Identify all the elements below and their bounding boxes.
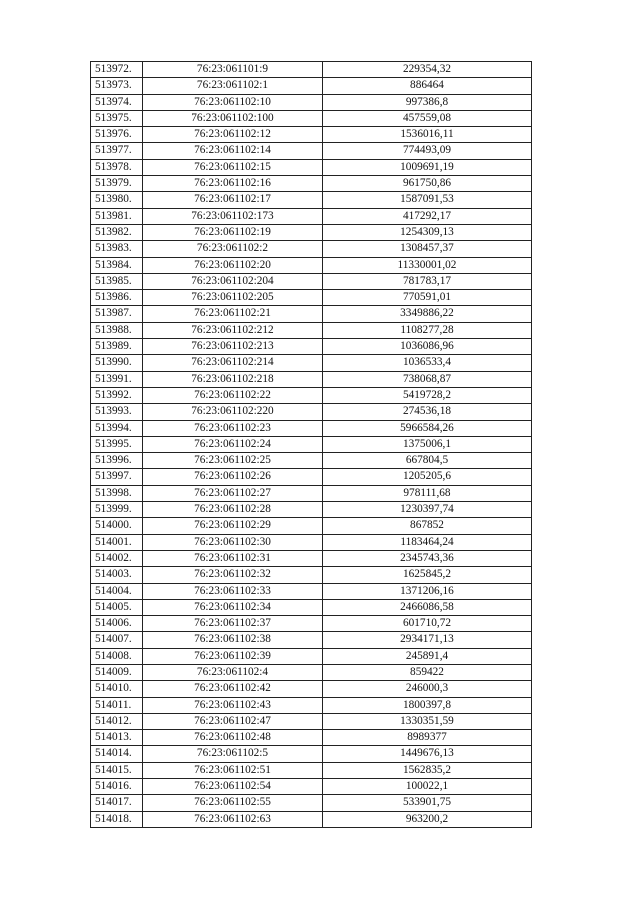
row-number-cell: 514014.: [91, 746, 143, 762]
cadastral-number-cell: 76:23:061102:28: [143, 502, 323, 518]
row-number-cell: 514004.: [91, 583, 143, 599]
row-number-cell: 513982.: [91, 224, 143, 240]
cadastral-number-cell: 76:23:061102:29: [143, 518, 323, 534]
cadastral-value-table: [90, 61, 532, 828]
row-number-cell: 514005.: [91, 599, 143, 615]
table-row: [91, 257, 532, 273]
cadastral-number-cell: 76:23:061102:2: [143, 241, 323, 257]
cadastral-number-cell: 76:23:061102:21: [143, 306, 323, 322]
row-number-cell: 513977.: [91, 143, 143, 159]
row-number-cell: 513983.: [91, 241, 143, 257]
row-number-cell: 513994.: [91, 420, 143, 436]
row-number-cell: 513978.: [91, 159, 143, 175]
value-cell: 1449676,13: [323, 746, 532, 762]
cadastral-number-cell: 76:23:061102:20: [143, 257, 323, 273]
value-cell: 11330001,02: [323, 257, 532, 273]
value-cell: 1009691,19: [323, 159, 532, 175]
value-cell: 1375006,1: [323, 436, 532, 452]
table-row: [91, 681, 532, 697]
cadastral-number-cell: 76:23:061102:27: [143, 485, 323, 501]
table-row: [91, 632, 532, 648]
table-row: [91, 420, 532, 436]
value-cell: 8989377: [323, 730, 532, 746]
cadastral-number-cell: 76:23:061102:39: [143, 648, 323, 664]
table-row: [91, 290, 532, 306]
value-cell: 5419728,2: [323, 387, 532, 403]
cadastral-number-cell: 76:23:061102:212: [143, 322, 323, 338]
row-number-cell: 513985.: [91, 273, 143, 289]
row-number-cell: 514017.: [91, 795, 143, 811]
row-number-cell: 513972.: [91, 62, 143, 78]
value-cell: 601710,72: [323, 616, 532, 632]
row-number-cell: 514003.: [91, 567, 143, 583]
value-cell: 533901,75: [323, 795, 532, 811]
row-number-cell: 514002.: [91, 550, 143, 566]
value-cell: 997386,8: [323, 94, 532, 110]
table-row: [91, 339, 532, 355]
value-cell: 1254309,13: [323, 224, 532, 240]
table-row: [91, 502, 532, 518]
cadastral-number-cell: 76:23:061102:10: [143, 94, 323, 110]
row-number-cell: 514010.: [91, 681, 143, 697]
cadastral-number-cell: 76:23:061102:4: [143, 664, 323, 680]
table-row: [91, 664, 532, 680]
row-number-cell: 513998.: [91, 485, 143, 501]
value-cell: 229354,32: [323, 62, 532, 78]
cadastral-number-cell: 76:23:061102:51: [143, 762, 323, 778]
cadastral-number-cell: 76:23:061102:1: [143, 78, 323, 94]
table-row: [91, 779, 532, 795]
value-cell: 100022,1: [323, 779, 532, 795]
cadastral-number-cell: 76:23:061102:63: [143, 811, 323, 827]
row-number-cell: 513993.: [91, 404, 143, 420]
value-cell: 1308457,37: [323, 241, 532, 257]
cadastral-number-cell: 76:23:061102:100: [143, 110, 323, 126]
value-cell: 1536016,11: [323, 127, 532, 143]
cadastral-number-cell: 76:23:061102:48: [143, 730, 323, 746]
table-row: [91, 469, 532, 485]
row-number-cell: 513976.: [91, 127, 143, 143]
cadastral-number-cell: 76:23:061102:16: [143, 176, 323, 192]
cadastral-number-cell: 76:23:061102:14: [143, 143, 323, 159]
value-cell: 774493,09: [323, 143, 532, 159]
row-number-cell: 514006.: [91, 616, 143, 632]
table-row: [91, 697, 532, 713]
row-number-cell: 514015.: [91, 762, 143, 778]
value-cell: 1371206,16: [323, 583, 532, 599]
cadastral-number-cell: 76:23:061102:214: [143, 355, 323, 371]
cadastral-number-cell: 76:23:061102:19: [143, 224, 323, 240]
value-cell: 1036086,96: [323, 339, 532, 355]
cadastral-number-cell: 76:23:061102:173: [143, 208, 323, 224]
table-row: [91, 371, 532, 387]
table-row: [91, 567, 532, 583]
table-row: [91, 159, 532, 175]
value-cell: 1230397,74: [323, 502, 532, 518]
row-number-cell: 513980.: [91, 192, 143, 208]
value-cell: 1562835,2: [323, 762, 532, 778]
cadastral-number-cell: 76:23:061102:213: [143, 339, 323, 355]
table-row: [91, 583, 532, 599]
table-row: [91, 746, 532, 762]
table-row: [91, 795, 532, 811]
value-cell: 274536,18: [323, 404, 532, 420]
table-row: [91, 62, 532, 78]
value-cell: 1036533,4: [323, 355, 532, 371]
table-row: [91, 176, 532, 192]
value-cell: 5966584,26: [323, 420, 532, 436]
row-number-cell: 513987.: [91, 306, 143, 322]
value-cell: 886464: [323, 78, 532, 94]
row-number-cell: 514013.: [91, 730, 143, 746]
row-number-cell: 513974.: [91, 94, 143, 110]
table-row: [91, 78, 532, 94]
value-cell: 1183464,24: [323, 534, 532, 550]
cadastral-number-cell: 76:23:061102:205: [143, 290, 323, 306]
value-cell: 417292,17: [323, 208, 532, 224]
value-cell: 1625845,2: [323, 567, 532, 583]
value-cell: 457559,08: [323, 110, 532, 126]
row-number-cell: 514012.: [91, 713, 143, 729]
table-row: [91, 518, 532, 534]
row-number-cell: 513995.: [91, 436, 143, 452]
cadastral-number-cell: 76:23:061102:5: [143, 746, 323, 762]
cadastral-number-cell: 76:23:061102:220: [143, 404, 323, 420]
value-cell: 859422: [323, 664, 532, 680]
table-row: [91, 534, 532, 550]
value-cell: 1587091,53: [323, 192, 532, 208]
row-number-cell: 513988.: [91, 322, 143, 338]
cadastral-number-cell: 76:23:061102:32: [143, 567, 323, 583]
cadastral-number-cell: 76:23:061102:23: [143, 420, 323, 436]
table-row: [91, 94, 532, 110]
cadastral-number-cell: 76:23:061102:22: [143, 387, 323, 403]
value-cell: 738068,87: [323, 371, 532, 387]
row-number-cell: 514011.: [91, 697, 143, 713]
cadastral-number-cell: 76:23:061102:47: [143, 713, 323, 729]
row-number-cell: 513999.: [91, 502, 143, 518]
row-number-cell: 514008.: [91, 648, 143, 664]
cadastral-number-cell: 76:23:061102:42: [143, 681, 323, 697]
value-cell: 963200,2: [323, 811, 532, 827]
cadastral-number-cell: 76:23:061102:218: [143, 371, 323, 387]
value-cell: 781783,17: [323, 273, 532, 289]
row-number-cell: 513975.: [91, 110, 143, 126]
table-row: [91, 143, 532, 159]
table-row: [91, 762, 532, 778]
table-row: [91, 387, 532, 403]
row-number-cell: 513979.: [91, 176, 143, 192]
row-number-cell: 513990.: [91, 355, 143, 371]
row-number-cell: 513989.: [91, 339, 143, 355]
cadastral-number-cell: 76:23:061102:30: [143, 534, 323, 550]
table-row: [91, 306, 532, 322]
cadastral-number-cell: 76:23:061102:25: [143, 453, 323, 469]
row-number-cell: 513973.: [91, 78, 143, 94]
table-row: [91, 599, 532, 615]
row-number-cell: 513984.: [91, 257, 143, 273]
table-row: [91, 648, 532, 664]
table-row: [91, 485, 532, 501]
value-cell: 3349886,22: [323, 306, 532, 322]
table-row: [91, 110, 532, 126]
value-cell: 2934171,13: [323, 632, 532, 648]
value-cell: 867852: [323, 518, 532, 534]
table-row: [91, 436, 532, 452]
table-row: [91, 273, 532, 289]
value-cell: 2466086,58: [323, 599, 532, 615]
row-number-cell: 514009.: [91, 664, 143, 680]
cadastral-number-cell: 76:23:061102:38: [143, 632, 323, 648]
table-row: [91, 404, 532, 420]
cadastral-number-cell: 76:23:061101:9: [143, 62, 323, 78]
cadastral-number-cell: 76:23:061102:34: [143, 599, 323, 615]
row-number-cell: 513986.: [91, 290, 143, 306]
value-cell: 667804,5: [323, 453, 532, 469]
value-cell: 1800397,8: [323, 697, 532, 713]
table-row: [91, 730, 532, 746]
row-number-cell: 513996.: [91, 453, 143, 469]
table-row: [91, 241, 532, 257]
cadastral-number-cell: 76:23:061102:33: [143, 583, 323, 599]
table-row: [91, 616, 532, 632]
value-cell: 1330351,59: [323, 713, 532, 729]
cadastral-number-cell: 76:23:061102:204: [143, 273, 323, 289]
cadastral-number-cell: 76:23:061102:24: [143, 436, 323, 452]
cadastral-number-cell: 76:23:061102:37: [143, 616, 323, 632]
table-row: [91, 811, 532, 827]
cadastral-number-cell: 76:23:061102:31: [143, 550, 323, 566]
value-cell: 2345743,36: [323, 550, 532, 566]
value-cell: 245891,4: [323, 648, 532, 664]
cadastral-number-cell: 76:23:061102:43: [143, 697, 323, 713]
cadastral-number-cell: 76:23:061102:12: [143, 127, 323, 143]
value-cell: 978111,68: [323, 485, 532, 501]
table-row: [91, 192, 532, 208]
row-number-cell: 513997.: [91, 469, 143, 485]
table-row: [91, 550, 532, 566]
value-cell: 1205205,6: [323, 469, 532, 485]
row-number-cell: 513991.: [91, 371, 143, 387]
table-row: [91, 453, 532, 469]
cadastral-number-cell: 76:23:061102:55: [143, 795, 323, 811]
row-number-cell: 514016.: [91, 779, 143, 795]
row-number-cell: 514018.: [91, 811, 143, 827]
table-row: [91, 355, 532, 371]
row-number-cell: 513992.: [91, 387, 143, 403]
row-number-cell: 514001.: [91, 534, 143, 550]
cadastral-number-cell: 76:23:061102:15: [143, 159, 323, 175]
row-number-cell: 514000.: [91, 518, 143, 534]
cadastral-number-cell: 76:23:061102:17: [143, 192, 323, 208]
cadastral-number-cell: 76:23:061102:54: [143, 779, 323, 795]
row-number-cell: 513981.: [91, 208, 143, 224]
table-row: [91, 208, 532, 224]
value-cell: 246000,3: [323, 681, 532, 697]
table-row: [91, 322, 532, 338]
row-number-cell: 514007.: [91, 632, 143, 648]
value-cell: 961750,86: [323, 176, 532, 192]
table-row: [91, 224, 532, 240]
table-body: [91, 62, 532, 828]
table-row: [91, 127, 532, 143]
value-cell: 1108277,28: [323, 322, 532, 338]
table-row: [91, 713, 532, 729]
cadastral-number-cell: 76:23:061102:26: [143, 469, 323, 485]
value-cell: 770591,01: [323, 290, 532, 306]
